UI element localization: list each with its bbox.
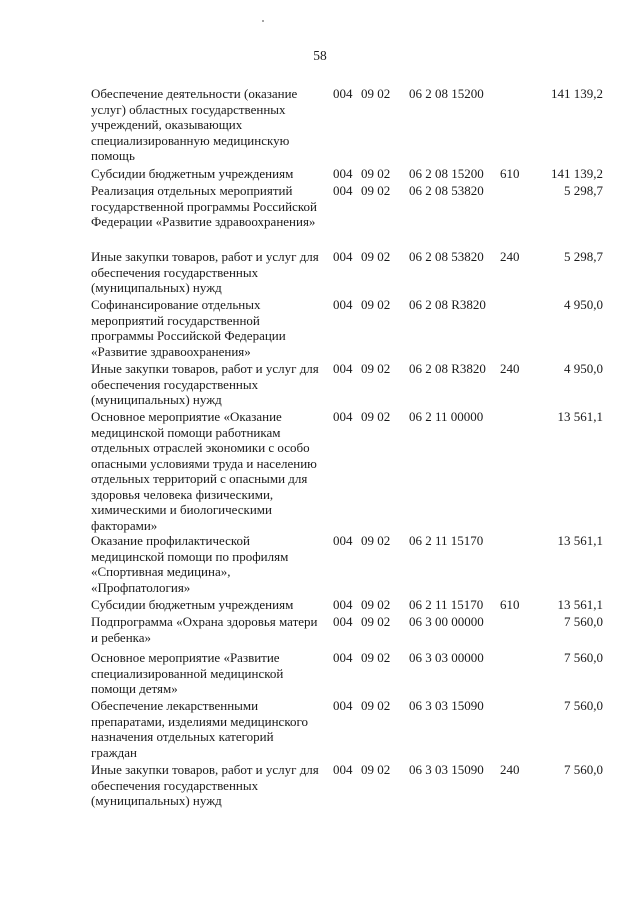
row-target-code: 06 2 08 R3820 <box>409 361 486 376</box>
row-section: 09 02 <box>361 409 391 424</box>
row-amount: 4 950,0 <box>564 361 603 376</box>
row-target-code: 06 3 00 00000 <box>409 614 484 629</box>
row-section: 09 02 <box>361 86 391 101</box>
row-name: Иные закупки товаров, работ и услуг для обеспечения государственных (муниципальных) нужд <box>91 361 319 407</box>
row-section: 09 02 <box>361 698 391 713</box>
row-name: Оказание профилактической медицинской помощи по профилям «Спортивная медицина», «Профпатология» <box>91 533 289 595</box>
row-name: Реализация отдельных мероприятий государственной программы Российской Федерации «Развитие здравоохранения» <box>91 183 317 229</box>
row-target-code: 06 2 08 53820 <box>409 249 484 264</box>
row-amount: 13 561,1 <box>557 409 603 424</box>
row-gr: 004 <box>333 297 353 312</box>
row-amount: 5 298,7 <box>564 183 603 198</box>
row-gr: 004 <box>333 533 353 548</box>
row-name: Основное мероприятие «Оказание медицинской помощи работникам отдельных отраслей экономики с особо опасными условиями труда и населению отдельных территорий с опасными для здоровья человека физическими, химическими и биологическими факторами» <box>91 409 317 533</box>
row-gr: 004 <box>333 762 353 777</box>
row-target-code: 06 2 08 15200 <box>409 166 484 181</box>
row-section: 09 02 <box>361 297 391 312</box>
row-target-code: 06 3 03 15090 <box>409 698 484 713</box>
row-amount: 7 560,0 <box>564 650 603 665</box>
row-amount: 5 298,7 <box>564 249 603 264</box>
row-gr: 004 <box>333 698 353 713</box>
row-amount: 13 561,1 <box>557 533 603 548</box>
row-section: 09 02 <box>361 183 391 198</box>
row-section: 09 02 <box>361 614 391 629</box>
row-gr: 004 <box>333 614 353 629</box>
row-expense-type: 610 <box>500 597 520 612</box>
row-amount: 13 561,1 <box>557 597 603 612</box>
row-target-code: 06 2 11 00000 <box>409 409 484 424</box>
row-name: Иные закупки товаров, работ и услуг для обеспечения государственных (муниципальных) нужд <box>91 762 319 808</box>
row-name: Подпрограмма «Охрана здоровья матери и ребенка» <box>91 614 318 645</box>
row-gr: 004 <box>333 409 353 424</box>
row-gr: 004 <box>333 249 353 264</box>
row-amount: 141 139,2 <box>551 86 603 101</box>
row-amount: 141 139,2 <box>551 166 603 181</box>
row-target-code: 06 3 03 00000 <box>409 650 484 665</box>
row-target-code: 06 3 03 15090 <box>409 762 484 777</box>
row-target-code: 06 2 08 R3820 <box>409 297 486 312</box>
row-target-code: 06 2 11 15170 <box>409 597 484 612</box>
row-expense-type: 240 <box>500 762 520 777</box>
row-expense-type: 610 <box>500 166 520 181</box>
row-gr: 004 <box>333 650 353 665</box>
row-name: Софинансирование отдельных мероприятий государственной программы Российской Федерации «Развитие здравоохранения» <box>91 297 286 359</box>
row-name: Субсидии бюджетным учреждениям <box>91 597 294 612</box>
row-section: 09 02 <box>361 533 391 548</box>
row-name: Обеспечение лекарственными препаратами, изделиями медицинского назначения отдельных категорий граждан <box>91 698 308 760</box>
row-amount: 7 560,0 <box>564 762 603 777</box>
row-target-code: 06 2 08 15200 <box>409 86 484 101</box>
row-amount: 7 560,0 <box>564 614 603 629</box>
row-section: 09 02 <box>361 361 391 376</box>
row-amount: 4 950,0 <box>564 297 603 312</box>
row-expense-type: 240 <box>500 361 520 376</box>
page-number: 58 <box>313 48 327 63</box>
row-section: 09 02 <box>361 762 391 777</box>
row-section: 09 02 <box>361 166 391 181</box>
row-gr: 004 <box>333 86 353 101</box>
row-amount: 7 560,0 <box>564 698 603 713</box>
row-name: Обеспечение деятельности (оказание услуг) областных государственных учреждений, оказывающих специализированную медицинскую помощь <box>91 86 298 163</box>
row-gr: 004 <box>333 166 353 181</box>
row-section: 09 02 <box>361 650 391 665</box>
scan-speck <box>262 20 264 22</box>
row-section: 09 02 <box>361 597 391 612</box>
row-target-code: 06 2 11 15170 <box>409 533 484 548</box>
row-name: Основное мероприятие «Развитие специализированной медицинской помощи детям» <box>91 650 284 696</box>
row-target-code: 06 2 08 53820 <box>409 183 484 198</box>
row-section: 09 02 <box>361 249 391 264</box>
row-gr: 004 <box>333 597 353 612</box>
row-name: Иные закупки товаров, работ и услуг для обеспечения государственных (муниципальных) нужд <box>91 249 319 295</box>
row-gr: 004 <box>333 361 353 376</box>
row-gr: 004 <box>333 183 353 198</box>
row-name: Субсидии бюджетным учреждениям <box>91 166 294 181</box>
row-expense-type: 240 <box>500 249 520 264</box>
